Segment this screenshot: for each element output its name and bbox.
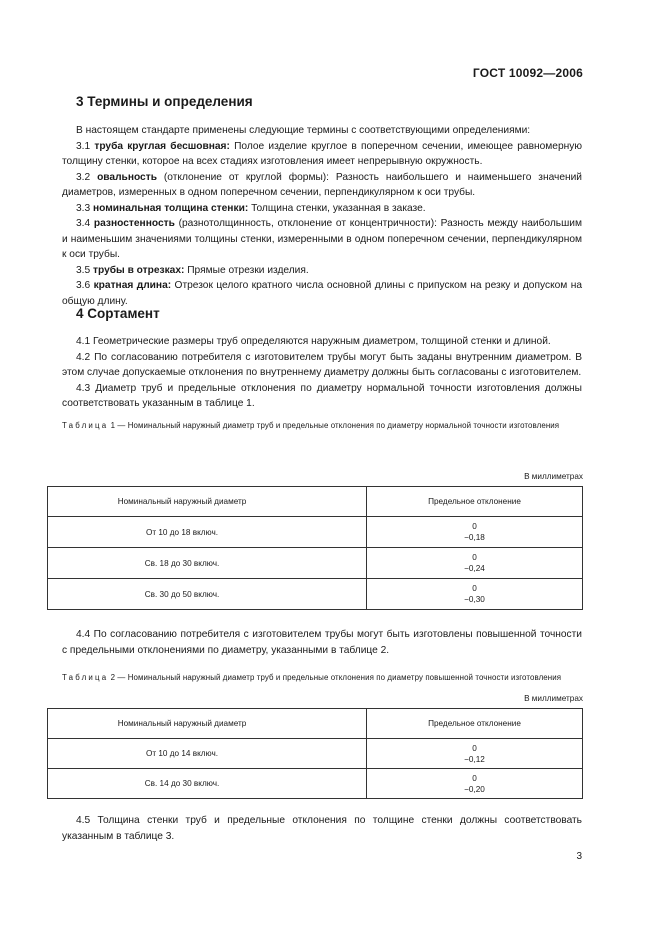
cell-diameter: От 10 до 18 включ. [48,517,367,548]
document-header: ГОСТ 10092—2006 [472,66,583,80]
cell-diameter: Св. 18 до 30 включ. [48,548,367,579]
caption-text: 2 — Номинальный наружный диаметр труб и предельные отклонения по диаметру повышенной точности изготовления [108,673,562,682]
term-definition: Прямые отрезки изделия. [184,264,309,276]
caption-label: Таблица [62,673,109,682]
table-row [48,579,583,610]
paragraph-4-5: 4.5 Толщина стенки труб и предельные отклонения по толщине стенки должны соответствовать указанным в таблице 3. [62,815,582,842]
cell-diameter: Св. 14 до 30 включ. [48,769,367,799]
term-name: кратная длина: [93,280,172,291]
term-number: 3.4 [76,218,94,229]
term-3-1 [62,139,582,170]
section-4-body-b [62,627,582,658]
paragraph-4-4: 4.4 По согласованию потребителя с изготовителем трубы могут быть изготовлены повышенной точности с предельными отклонениями по диаметру, указанными в таблице 2. [62,629,582,656]
upper-deviation: 0 [472,584,477,593]
header-deviation: Предельное отклонение [367,487,583,517]
term-name: номинальная толщина стенки: [93,202,249,214]
upper-deviation: 0 [472,773,477,783]
table-1-caption [62,420,582,431]
term-name: овальность [97,171,157,183]
cell-diameter: От 10 до 14 включ. [48,739,367,769]
upper-deviation: 0 [472,553,477,562]
term-number: 3.6 [76,280,94,291]
table-header-row [48,709,583,739]
term-definition: (отклонение от круглой формы): Разность наибольшего и наименьшего значений диаметров, измеренных в одном поперечном сечении, перпендикулярном к оси трубы. [62,171,582,198]
lower-deviation: −0,12 [464,754,485,764]
paragraph-4-2: 4.2 По согласованию потребителя с изготовителем трубы могут быть заданы внутренним диаметром. В этом случае допускаемые отклонения по внутреннему диаметру должны быть согласованы с изготовителем. [62,351,582,378]
table-1-unit: В миллиметрах [524,472,583,481]
term-3-5 [62,263,582,279]
paragraph-4-3: 4.3 Диаметр труб и предельные отклонения по диаметру нормальной точности изготовления должны соответствовать указанным в таблице 1. [62,382,582,409]
term-name: разностенность [93,218,175,229]
term-definition: Толщина стенки, указанная в заказе. [248,202,426,214]
term-3-3 [62,201,582,217]
term-definition: Полое изделие круглое в поперечном сечении, имеющее равномерную толщину стенки, которое на всех стадиях изготовления имеет непрерывную окружность. [62,140,582,167]
caption-label: Таблица [62,421,109,430]
term-definition: Отрезок целого кратного числа основной длины с припуском на резку и допуском на общую длину. [62,280,583,307]
header-diameter: Номинальный наружный диаметр [48,487,367,517]
section-4-body-a [62,334,582,412]
term-3-2 [62,170,582,201]
table-2-unit: В миллиметрах [524,694,583,703]
cell-deviation [367,769,583,799]
cell-deviation [367,548,583,579]
term-3-6 [62,278,582,309]
table-row [48,517,583,548]
table-row [48,769,583,799]
table-header-row [48,487,583,517]
upper-deviation: 0 [472,522,477,531]
cell-deviation [367,739,583,769]
lower-deviation: −0,30 [464,595,485,604]
lower-deviation: −0,24 [464,564,485,573]
cell-deviation [367,579,583,610]
upper-deviation: 0 [472,743,477,753]
term-number: 3.2 [76,171,98,183]
table-1 [47,486,583,610]
term-name: трубы в отрезках: [93,264,185,276]
lower-deviation: −0,20 [464,784,485,794]
term-3-4 [62,216,582,263]
cell-deviation [367,517,583,548]
lower-deviation: −0,18 [464,533,485,542]
section-4-body-c [62,813,582,844]
term-number: 3.5 [76,264,93,276]
table-2-caption [62,672,582,683]
table-2 [47,708,583,799]
section-4-title: 4 Сортамент [76,306,160,321]
term-name: труба круглая бесшовная: [94,140,230,152]
table-row [48,548,583,579]
section-3-body [62,123,582,309]
term-definition: (разнотолщинность, отклонение от концентричности): Разность между наибольшим и наименьшим значениями толщины стенки, измеренными в одном поперечном сечении, перпендикулярном к оси трубы. [62,218,582,260]
section-3-title: 3 Термины и определения [76,94,253,109]
term-number: 3.1 [76,140,95,152]
cell-diameter: Св. 30 до 50 включ. [48,579,367,610]
section-3-intro: В настоящем стандарте применены следующие термины с соответствующими определениями: [76,125,531,136]
header-diameter: Номинальный наружный диаметр [48,709,367,739]
caption-text: 1 — Номинальный наружный диаметр труб и предельные отклонения по диаметру нормальной точности изготовления [108,421,560,430]
header-deviation: Предельное отклонение [367,709,583,739]
table-row [48,739,583,769]
page-number: 3 [576,851,582,862]
term-number: 3.3 [76,202,93,214]
paragraph-4-1: 4.1 Геометрические размеры труб определяются наружным диаметром, толщиной стенки и длиной. [76,336,551,347]
